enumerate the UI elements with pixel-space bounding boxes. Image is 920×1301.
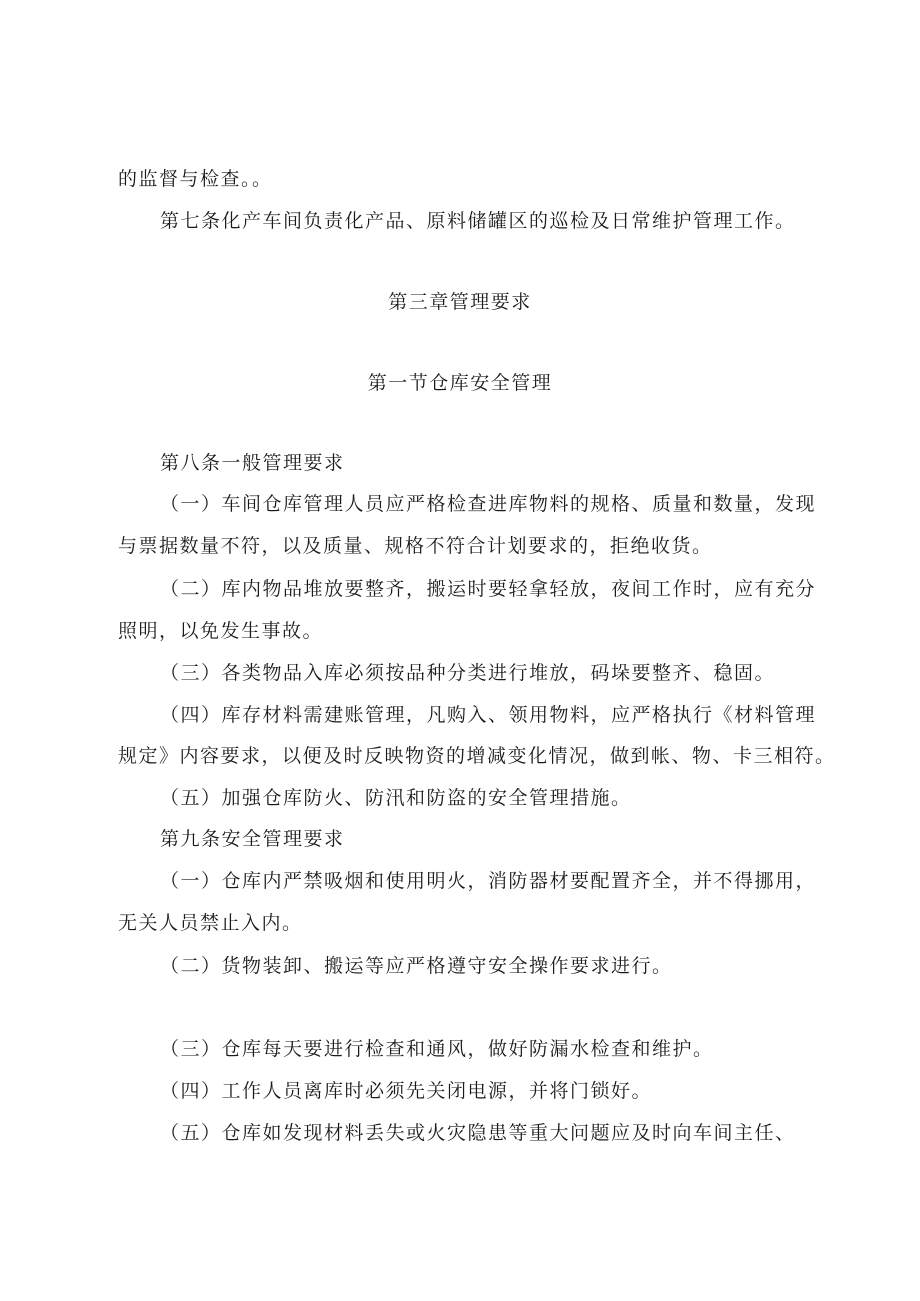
article-8-heading: 第八条一般管理要求 xyxy=(160,452,345,474)
paragraph-line: （五）仓库如发现材料丢失或火灾隐患等重大问题应及时向车间主任、 xyxy=(160,1122,796,1144)
article-9-heading: 第九条安全管理要求 xyxy=(160,828,345,850)
paragraph-line: （二）货物装卸、搬运等应严格遵守安全操作要求进行。 xyxy=(160,955,673,977)
paragraph-line: （一）车间仓库管理人员应严格检查进库物料的规格、质量和数量，发现 xyxy=(160,493,817,515)
article-7: 第七条化产车间负责化产品、原料储罐区的巡检及日常维护管理工作。 xyxy=(160,210,796,232)
paragraph-line: （二）库内物品堆放要整齐，搬运时要轻拿轻放，夜间工作时，应有充分 xyxy=(160,578,817,600)
paragraph-line: 规定》内容要求，以便及时反映物资的增减变化情况，做到帐、物、卡三相符。 xyxy=(118,745,836,767)
paragraph-line: 无关人员禁止入内。 xyxy=(118,912,303,934)
paragraph-line: 照明，以免发生事故。 xyxy=(118,620,324,642)
section-title: 第一节仓库安全管理 xyxy=(367,372,553,394)
paragraph-line: （四）库存材料需建账管理，凡购入、领用物料，应严格执行《材料管理 xyxy=(160,704,817,726)
paragraph-line: （三）各类物品入库必须按品种分类进行堆放，码垛要整齐、稳固。 xyxy=(160,662,776,684)
paragraph-line: 的监督与检查。。 xyxy=(118,168,273,190)
paragraph-line: （四）工作人员离库时必须先关闭电源，并将门锁好。 xyxy=(160,1080,653,1102)
paragraph-line: （五）加强仓库防火、防汛和防盗的安全管理措施。 xyxy=(160,787,632,809)
paragraph-line: （一）仓库内严禁吸烟和使用明火，消防器材要配置齐全，并不得挪用， xyxy=(160,870,817,892)
paragraph-line: 与票据数量不符，以及质量、规格不符合计划要求的，拒绝收货。 xyxy=(118,535,713,557)
chapter-title: 第三章管理要求 xyxy=(388,291,532,313)
paragraph-line: （三）仓库每天要进行检查和通风，做好防漏水检查和维护。 xyxy=(160,1038,714,1060)
